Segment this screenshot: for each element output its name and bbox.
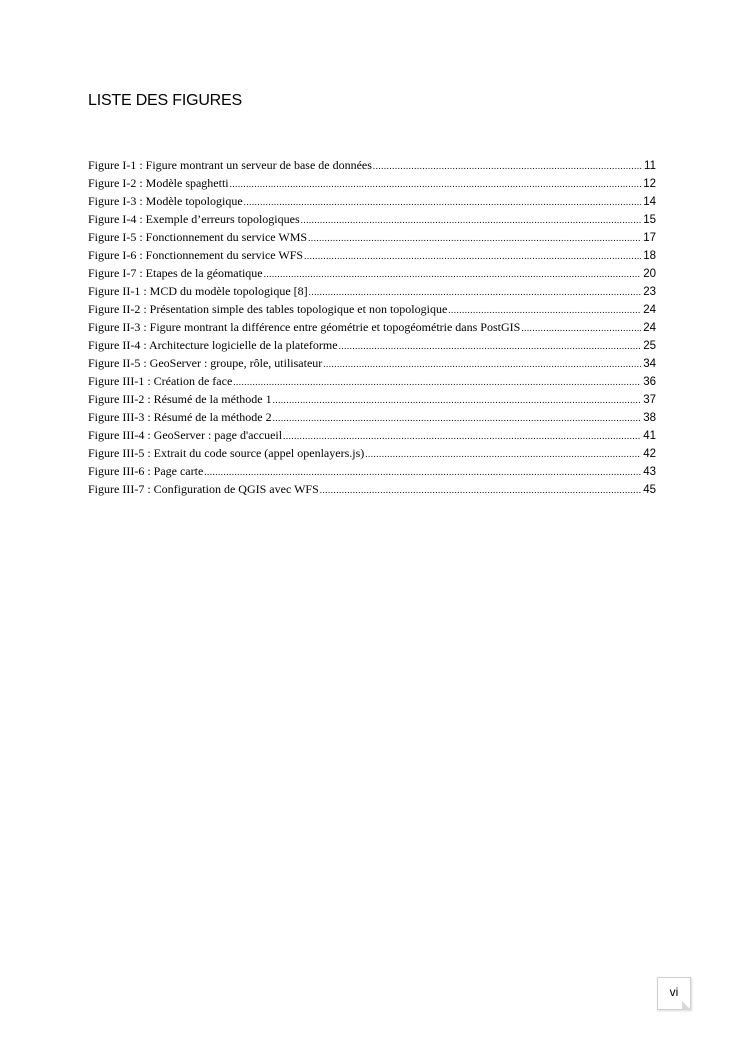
figure-entry-page: 38	[643, 412, 656, 424]
figure-entry-page: 41	[643, 430, 656, 442]
figure-entry-label: Figure II-5 : GeoServer : groupe, rôle, utilisateur	[88, 356, 323, 370]
dot-leader	[521, 319, 641, 337]
figure-entry-page: 18	[643, 250, 656, 262]
dot-leader	[233, 373, 641, 391]
figure-entry[interactable]	[88, 354, 656, 372]
figure-entry-label: Figure III-3 : Résumé de la méthode 2	[88, 410, 272, 424]
dot-leader	[273, 391, 642, 409]
figure-entry[interactable]	[88, 228, 656, 246]
dot-leader	[304, 247, 641, 265]
figure-entry-page: 12	[643, 178, 656, 190]
dot-leader	[339, 337, 642, 355]
figure-entry[interactable]	[88, 246, 656, 264]
figure-entry-page: 42	[643, 448, 656, 460]
figure-entry[interactable]	[88, 192, 656, 210]
figure-entry[interactable]	[88, 372, 656, 390]
figure-entry-page: 20	[643, 268, 656, 280]
figure-entry[interactable]	[88, 480, 656, 498]
figure-entry-page: 24	[643, 304, 656, 316]
figure-entry-label: Figure III-6 : Page carte	[88, 464, 204, 478]
figure-entry[interactable]	[88, 462, 656, 480]
figure-entry-label: Figure I-6 : Fonctionnement du service WFS	[88, 248, 304, 262]
figure-entry-label: Figure III-1 : Création de face	[88, 374, 233, 388]
figure-entry-label: Figure I-1 : Figure montrant un serveur de base de données	[88, 158, 372, 172]
figure-entry-page: 36	[643, 376, 656, 388]
figure-entry[interactable]	[88, 300, 656, 318]
dot-leader	[283, 427, 641, 445]
page-title: LISTE DES FIGURES	[88, 92, 242, 109]
figure-entry-page: 11	[644, 160, 656, 172]
figure-entry[interactable]	[88, 444, 656, 462]
figure-entry-page: 24	[643, 322, 656, 334]
dot-leader	[448, 301, 641, 319]
dot-leader	[230, 175, 642, 193]
list-of-figures	[88, 156, 656, 498]
figure-entry-label: Figure I-4 : Exemple d’erreurs topologiques	[88, 212, 300, 226]
figure-entry[interactable]	[88, 426, 656, 444]
figure-entry-page: 15	[643, 214, 656, 226]
figure-entry-page: 43	[643, 466, 656, 478]
figure-entry[interactable]	[88, 336, 656, 354]
dot-leader	[320, 481, 641, 499]
page-number-box	[657, 977, 691, 1010]
figure-entry-label: Figure I-7 : Etapes de la géomatique	[88, 266, 263, 280]
dot-leader	[373, 157, 642, 175]
figure-entry-label: Figure III-7 : Configuration de QGIS avec WFS	[88, 482, 319, 496]
figure-entry-label: Figure II-3 : Figure montrant la différence entre géométrie et topogéométrie dans PostGIS	[88, 320, 521, 334]
figure-entry-label: Figure III-4 : GeoServer : page d'accueil	[88, 428, 283, 442]
figure-entry[interactable]	[88, 318, 656, 336]
figure-entry-label: Figure II-4 : Architecture logicielle de la plateforme	[88, 338, 338, 352]
figure-entry[interactable]	[88, 282, 656, 300]
figure-entry[interactable]	[88, 174, 656, 192]
figure-entry-label: Figure III-5 : Extrait du code source (appel openlayers.js)	[88, 446, 365, 460]
figure-entry[interactable]	[88, 264, 656, 282]
figure-entry-page: 14	[643, 196, 656, 208]
figure-entry-label: Figure II-2 : Présentation simple des tables topologique et non topologique	[88, 302, 448, 316]
dot-leader	[204, 463, 641, 481]
figure-entry[interactable]	[88, 408, 656, 426]
figure-entry[interactable]	[88, 210, 656, 228]
dot-leader	[273, 409, 642, 427]
dot-leader	[264, 265, 642, 283]
figure-entry[interactable]	[88, 390, 656, 408]
dot-leader	[309, 283, 642, 301]
figure-entry-label: Figure III-2 : Résumé de la méthode 1	[88, 392, 272, 406]
figure-entry-page: 23	[643, 286, 656, 298]
figure-entry-label: Figure I-5 : Fonctionnement du service WMS	[88, 230, 308, 244]
dot-leader	[244, 193, 642, 211]
figure-entry-label: Figure II-1 : MCD du modèle topologique [8]	[88, 284, 308, 298]
dot-leader	[301, 211, 642, 229]
figure-entry-page: 17	[643, 232, 656, 244]
page-number: vi	[669, 985, 679, 999]
figure-entry[interactable]	[88, 156, 656, 174]
dot-leader	[308, 229, 641, 247]
dot-leader	[365, 445, 641, 463]
figure-entry-page: 25	[643, 340, 656, 352]
figure-entry-page: 45	[643, 484, 656, 496]
figure-entry-label: Figure I-3 : Modèle topologique	[88, 194, 243, 208]
figure-entry-page: 37	[643, 394, 656, 406]
page-curl-decoration	[682, 1001, 691, 1010]
dot-leader	[323, 355, 641, 373]
figure-entry-label: Figure I-2 : Modèle spaghetti	[88, 176, 229, 190]
figure-entry-page: 34	[643, 358, 656, 370]
